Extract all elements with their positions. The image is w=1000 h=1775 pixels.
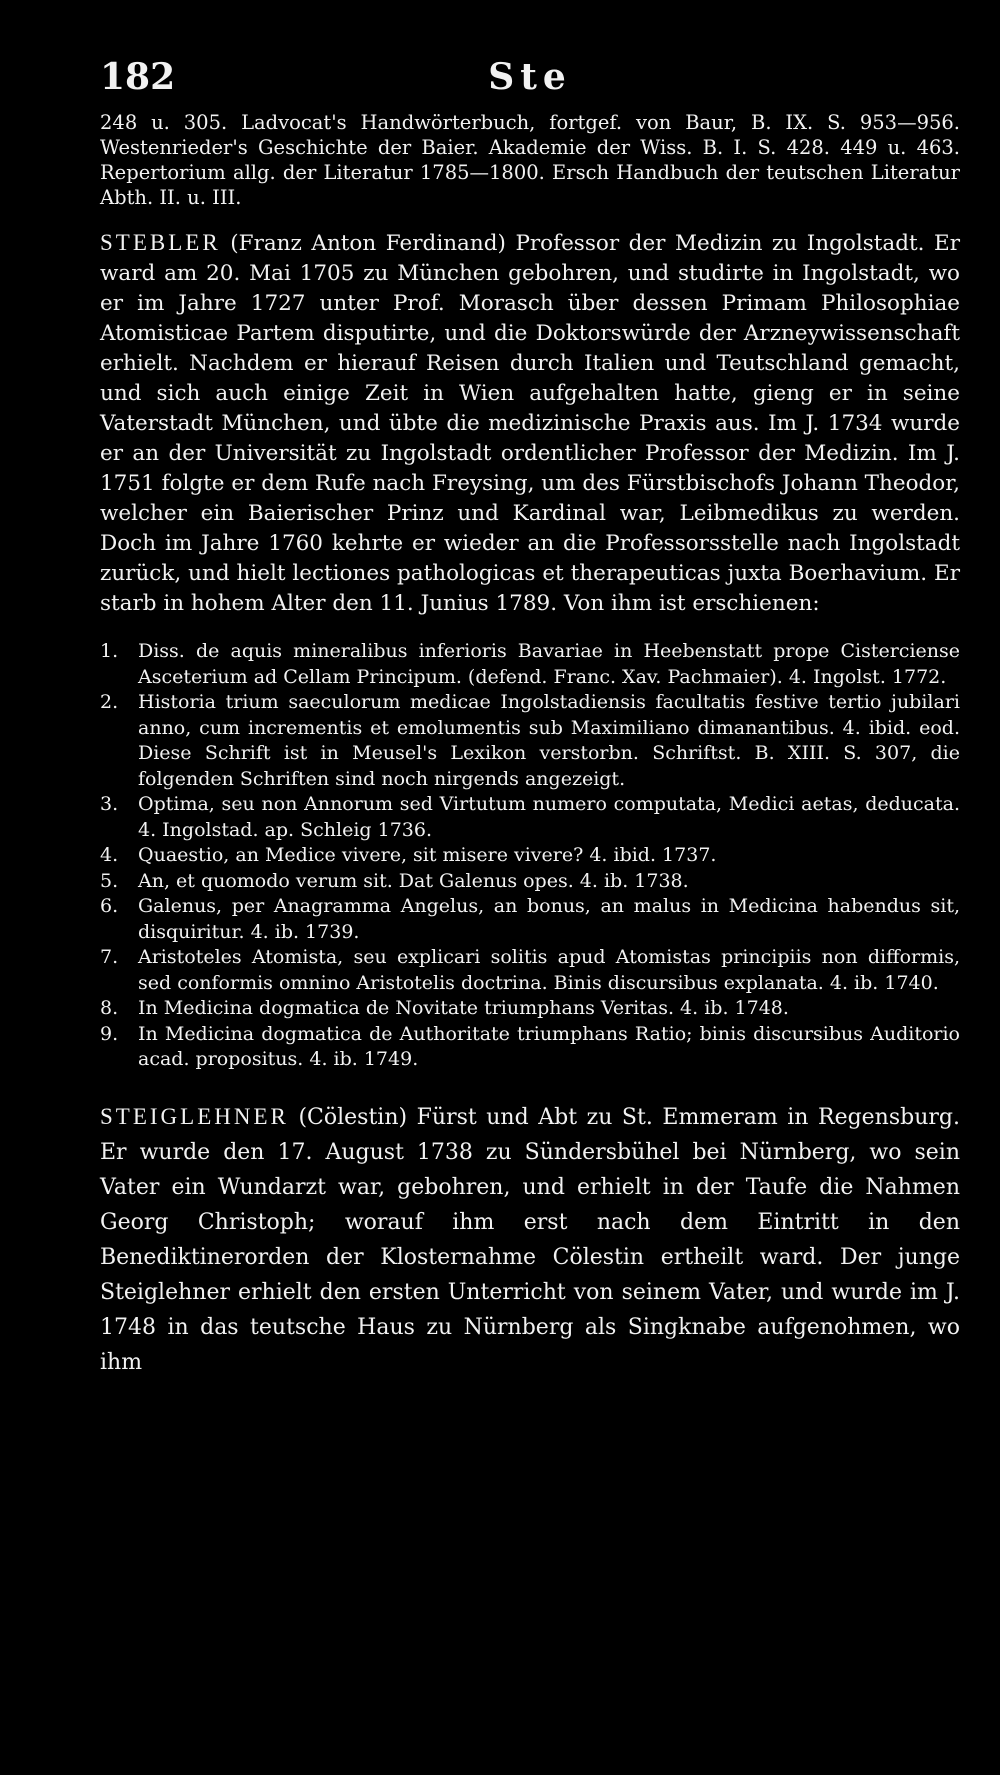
entry-steiglehner (100, 1099, 960, 1380)
work-text: Diss. de aquis mineralibus inferioris Bavariae in Heebenstatt prope Cisterciense Asceterium ad Cellam Principum. (defend. Franc. Xav. Pachmaier). 4. Ingolst. 1772. (138, 640, 960, 688)
entry-name: STEBLER (100, 230, 221, 255)
list-item (100, 1022, 960, 1073)
list-item (100, 690, 960, 792)
entry-paragraph (100, 228, 960, 619)
work-text: Quaestio, an Medice vivere, sit misere vivere? 4. ibid. 1737. (138, 844, 717, 866)
work-number: 7. (100, 946, 119, 968)
works-list (100, 639, 960, 1073)
work-number: 4. (100, 844, 119, 866)
work-number: 2. (100, 691, 119, 713)
work-text: In Medicina dogmatica de Novitate triumphans Veritas. 4. ib. 1748. (138, 997, 789, 1019)
entry-stebler (100, 228, 960, 1073)
work-number: 3. (100, 793, 119, 815)
work-number: 1. (100, 640, 119, 662)
work-number: 6. (100, 895, 119, 917)
list-item (100, 639, 960, 690)
work-text: Aristoteles Atomista, seu explicari solitis apud Atomistas principiis non difformis, sed conformis omnino Aristotelis doctrina. Binis discursibus explanata. 4. ib. 1740. (138, 946, 960, 994)
entry-name: STEIGLEHNER (100, 1103, 289, 1129)
work-number: 8. (100, 997, 119, 1019)
entry-text: (Franz Anton Ferdinand) Professor der Medizin zu Ingolstadt. Er ward am 20. Mai 1705 zu München gebohren, und studirte in Ingolstadt, wo er im Jahre 1727 unter Prof. Morasch über dessen Primam Philosophiae Atomisticae Partem disputirte, und die Doktorswürde der Arzneywissenschaft erhielt. Nachdem er hierauf Reisen durch Italien und Teutschland gemacht, und sich auch einige Zeit in Wien aufgehalten hatte, gieng er in seine Vaterstadt München, und übte die medizinische Praxis aus. Im J. 1734 wurde er an der Universität zu Ingolstadt ordentlicher Professor der Medizin. Im J. 1751 folgte er dem Rufe nach Freysing, um des Fürstbischofs Johann Theodor, welcher ein Baierischer Prinz und Kardinal war, Leibmedikus zu werden. Doch im Jahre 1760 kehrte er wieder an die Professorsstelle nach Ingolstadt zurück, und hielt lectiones pathologicas et therapeuticas juxta Boerhavium. Er starb in hohem Alter den 11. Junius 1789. Von ihm ist erschienen: (100, 231, 960, 616)
page-content (100, 110, 960, 1380)
work-number: 5. (100, 869, 119, 892)
work-number: 9. (100, 1022, 119, 1045)
work-text: In Medicina dogmatica de Authoritate triumphans Ratio; binis discursibus Auditorio acad. propositus. 4. ib. 1749. (138, 1022, 960, 1070)
work-text: An, et quomodo verum sit. Dat Galenus opes. 4. ib. 1738. (138, 869, 689, 892)
work-text: Galenus, per Anagramma Angelus, an bonus, an malus in Medicina habendus sit, disquiritur. 4. ib. 1739. (138, 895, 960, 943)
page-header (100, 56, 960, 106)
list-item (100, 945, 960, 996)
list-item (100, 792, 960, 843)
entry-paragraph (100, 1099, 960, 1380)
list-item (100, 869, 960, 895)
entry-text: (Cölestin) Fürst und Abt zu St. Emmeram in Regensburg. Er wurde den 17. August 1738 zu Sündersbühel bei Nürnberg, wo sein Vater ein Wundarzt war, gebohren, und erhielt in der Taufe die Nahmen Georg Christoph; worauf ihm erst nach dem Eintritt in den Benediktinerorden der Klosternahme Cölestin ertheilt ward. Der junge Steiglehner erhielt den ersten Unterricht von seinem Vater, und wurde im J. 1748 in das teutsche Haus zu Nürnberg als Singknabe aufgenohmen, wo ihm (100, 1104, 960, 1375)
work-text: Optima, seu non Annorum sed Virtutum numero computata, Medici aetas, deducata. 4. Ingolstad. ap. Schleig 1736. (138, 793, 960, 841)
intro-references: 248 u. 305. Ladvocat's Handwörterbuch, fortgef. von Baur, B. IX. S. 953—956. Westenrieder's Geschichte der Baier. Akademie der Wiss. B. I. S. 428. 449 u. 463. Repertorium allg. der Literatur 1785—1800. Ersch Handbuch der teutschen Literatur Abth. II. u. III. (100, 111, 960, 209)
work-text: Historia trium saeculorum medicae Ingolstadiensis facultatis festive tertio jubilari anno, cum incrementis et emolumentis sub Maximiliano dimanantibus. 4. ibid. eod. Diese Schrift ist in Meusel's Lexikon verstorbn. Schriftst. B. XIII. S. 307, die folgenden Schriften sind noch nirgends angezeigt. (138, 691, 960, 790)
list-item (100, 894, 960, 945)
list-item (100, 996, 960, 1022)
list-item (100, 843, 960, 869)
running-head: Ste (488, 56, 572, 98)
page-number: 182 (100, 56, 176, 98)
